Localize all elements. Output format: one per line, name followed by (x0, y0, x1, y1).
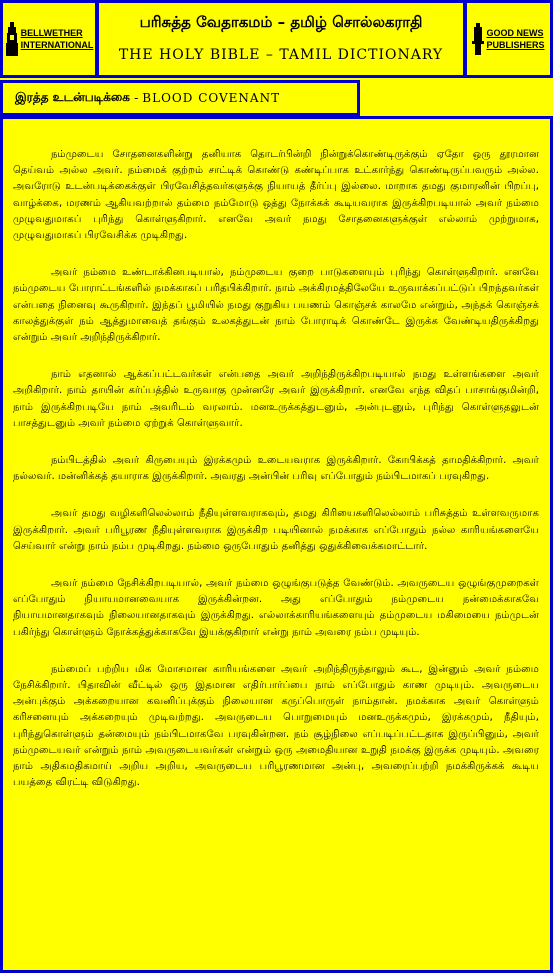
bellwether-line1: BELLWETHER (20, 28, 83, 38)
lamp-icon (472, 23, 484, 55)
article-body (13, 147, 539, 792)
article-box (0, 116, 553, 973)
title-box (96, 0, 466, 78)
paragraph: நம்பிடத்தில் அவர் கிருபையும் இரக்கமும் உடையவராக இருக்கிறார். கோபிக்கத் தாமதிக்கிறார். அவர் நல்லவர். மன்னிக்கத் தயாராக இருக்கிறார். அவரது அன்பின் பரிவு எப்போதும் நம்பிடமாகப் பரவுகிறது. (13, 455, 539, 483)
bellwether-line2: INTERNATIONAL (20, 40, 94, 50)
good-news-logo (472, 23, 544, 55)
subheading-english: BLOOD COVENANT (142, 91, 281, 105)
bell-tower-icon (5, 22, 19, 56)
paragraph: நம்முடைய சோதனைகளின்று தனியாக தொடர்பின்றி நின்றுக்கொண்டிருக்கும் ஏதோ ஒரு தூரமான தெய்வம் அல்ல அவர். நம்மைக் குற்றம் சாட்டிக் கொண்டு கண்டிப்பாக உட்கார்ந்து கொண்டிருப்பவரும் அல்ல. அவரோடு உடன்படிக்கைக்குள் பிரவேசித்தவர்களுக்கு நியாயத் தீர்ப்பு இல்லை. மாறாக தமது குமாரனின் பிறப்பு, வாழ்க்கை, மரணம் ஆகியவற்றால் தம்மை நம்மோடு ஒத்து நோக்கக் கூடியவராக இருக்கிறபடியால் அவர் நம்மை முழுவதுமாகப் புரிந்து கொள்ளுகிறார். எனவே அவர் நமது சோதனைகளுக்குள் எல்லாம் முற்றுமாக, முழுவதுமாகப் பிரவேசிக்க முடிகிறது. (13, 149, 539, 242)
subheading-separator: - (133, 91, 139, 105)
title-tamil: பரிசுத்த வேதாகமம் – தமிழ் சொல்லகராதி (139, 13, 423, 31)
bellwether-logo-box (0, 0, 98, 78)
paragraph: அவர் தமது வழிகளிலெல்லாம் நீதியுள்ளவராகவும், தமது கிரியைகளிலெல்லாம் பரிசுத்தம் உள்ளவருமாக இருக்கிறார். அவர் பரிபூரண நீதியுள்ளவராக இருக்கிற படியினால் நமக்காக எப்போதும் நல்ல காரியங்களையே செய்வார் என்று நாம் நம்ப முடிகிறது. நம்மை ஒருபோதும் தனித்து ஒதுக்கிவைக்கமாட்டார். (13, 508, 539, 552)
bellwether-logo (5, 22, 94, 56)
paragraph: அவர் நம்மை உண்டாக்கினபடியால், நம்முடைய குறை பாடுகளையும் புரிந்து கொள்ளுகிறார். எனவே நம்முடைய போராட்டங்களில் நமக்காகப் பரிதபிக்கிறார். நாம் அக்கிரமத்திலேயே உருவாக்கப்பட்டுப் பிறந்தவர்கள் என்பதை நினைவு கூருகிறார். இந்தப் பூமியில் நமது குறுகிய பயணம் கொஞ்சக் காலமே என்றும், அந்தக் கொஞ்சக் காலத்துக்குள் நம் ஆத்துமாவைத் தங்கும் உலகத்துடன் நாம் போராடிக் கொண்டே இருக்க வேண்டியதிருக்கிறது என்றும் அவர் அறிந்திருக்கிறார். (13, 267, 539, 344)
subheading-tamil: இரத்த உடன்படிக்கை (15, 90, 130, 104)
paragraph: நாம் எதனால் ஆக்கப்பட்டவர்கள் என்பதை அவர் அறிந்திருக்கிறபடியால் நமது உள்ளங்களை அவர் அறிகிறார். நாம் தாயின் கர்ப்பத்தில் உருவாகு முன்னரே அவர் இருக்கிறார். எனவே எந்த விதப் பாசாங்குமின்றி, நாம் இருக்கிறபடியே நாம் அவரிடம் வரலாம். மனஉருக்கத்துடனும், அன்புடனும், புரிந்து கொள்ளுதலுடன் பாசத்துடனும் அவர் நம்மை ஏற்றுக் கொள்ளுவார். (13, 369, 539, 429)
paragraph: அவர் நம்மை நேசிக்கிறபடியால், அவர் நம்மை ஒழுங்குபடுத்த வேண்டும். அவருடைய ஒழுங்குமுறைகள் எப்போதும் நியாயமானவையாக இருக்கின்றன. அது எப்போதும் நம்முடைய நன்மைக்காகவே நியாயமானதாகவும் நிலையானதாகவும் இருக்கிறது. எல்லாக்காரியங்களையும் தம்முடைய மகிமையை நம்முடன் பகிர்ந்து கொள்ளும் நோக்கத்துக்காகவே இயக்குகிறார் என்று நாம் அவரை நம்ப முடியும். (13, 578, 539, 638)
good-news-logo-box (464, 0, 553, 78)
paragraph: நம்மைப் பற்றிய மிக மோசமான காரியங்களை அவர் அறிந்திருந்தாலும் கூட, இன்னும் அவர் நம்மை நேசிக்கிறார். பிதாவின் வீட்டில் ஒரு இதமான எதிர்பார்ப்பை நாம் எப்போதும் காண முடியும். அவருடைய அன்புக்கும் அக்கறையான கவனிப்புக்கும் நிலையான கருப்பொருள் நாம்தான். நமக்காக அவர் கொள்ளும் கரிசனையும் அக்கறையும் முடிவற்றது. அவருடைய பொறுமையும் மனஉருக்கமும், இரக்கமும், நீதியும், புரிந்துகொள்ளும் தன்மையும் நம்பிடமாகவே பரவுகின்றன. நம் சூழ்நிலை எப்படிப்பட்டதாக இருப்பினும், அவர் நம்முடையவர் என்றும் நாம் அவருடையவர்கள் என்றும் ஒரு அமைதியான உறுதி நமக்கு இருக்க முடியும். அவரை நாம் அதிகமதிகமாய் அறிய அறிய, அவருடைய பரிபூரணமான அன்பு, அவரைப்பற்றி நமக்கிருக்கக் கூடிய பயத்தை விரட்டி விடுகிறது. (13, 663, 539, 789)
good-news-line1: GOOD NEWS (486, 28, 544, 38)
title-english: THE HOLY BIBLE – TAMIL DICTIONARY (118, 47, 444, 63)
good-news-line2: PUBLISHERS (486, 40, 545, 50)
subheading-box (0, 80, 360, 116)
